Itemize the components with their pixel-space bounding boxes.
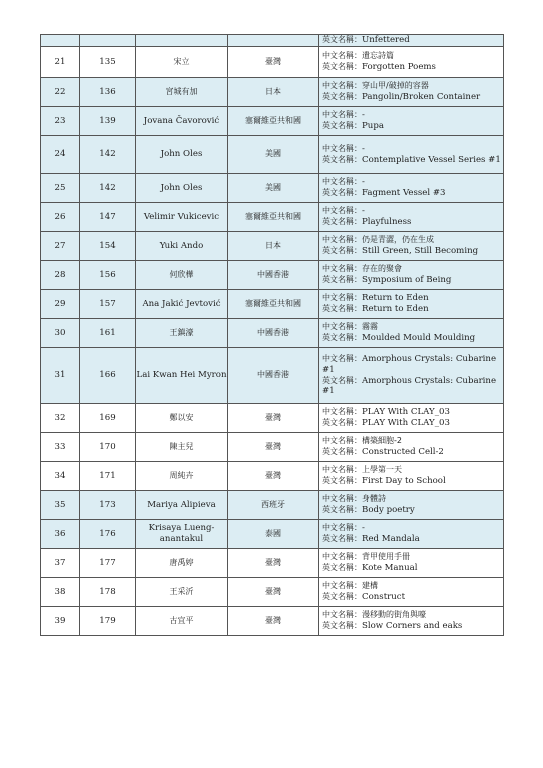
cell-id-text: 176 [99, 528, 116, 539]
cell-id-text: 177 [99, 557, 116, 568]
cell-region-text: 臺灣 [265, 470, 281, 480]
table-row [41, 404, 504, 433]
cell-number [41, 136, 80, 174]
cell-number [41, 578, 80, 607]
cell-artist-text: Velimir Vukicevic [143, 211, 220, 222]
title-cn-line: 中文名稱：仍是青澀，仍在生成 [322, 235, 434, 245]
cell-number-text: 35 [54, 499, 66, 510]
cell-artist-text: 古宜平 [169, 615, 194, 625]
cell-region [228, 203, 319, 232]
cell-id-text: 178 [99, 586, 116, 597]
cell-title [319, 462, 504, 491]
cell-number [41, 107, 80, 136]
cell-id-text: 147 [99, 211, 116, 222]
cell-title [319, 290, 504, 319]
cell-id-text: 154 [99, 240, 116, 251]
cell-artist-text: 陳主兒 [169, 441, 194, 451]
cell-id-text: 170 [99, 441, 116, 452]
cell-empty [41, 35, 80, 47]
title-en-line: 英文名稱：PLAY With CLAY_03 [322, 418, 450, 428]
cell-artist-text: 王采沂 [169, 586, 194, 596]
cell-id [80, 47, 136, 78]
cell-number-text: 28 [54, 269, 66, 280]
cell-region-text: 臺灣 [265, 615, 281, 625]
cell-number [41, 404, 80, 433]
cell-empty [136, 35, 228, 47]
cell-artist [136, 433, 228, 462]
cell-artist-text: Yuki Ando [159, 240, 204, 251]
cell-id [80, 462, 136, 491]
cell-artist-text: Jovana Čavorović [143, 115, 220, 126]
title-cn-line: 中文名稱：霧霧 [322, 322, 378, 332]
cell-title [319, 607, 504, 636]
cell-artist [136, 203, 228, 232]
cell-id-text: 166 [99, 370, 116, 381]
cell-region-text: 臺灣 [265, 557, 281, 567]
cell-artist-text: John Oles [160, 149, 203, 160]
cell-id [80, 578, 136, 607]
cell-id [80, 607, 136, 636]
cell-empty [80, 35, 136, 47]
cell-number-text: 29 [54, 298, 66, 309]
cell-title [319, 232, 504, 261]
cell-region [228, 174, 319, 203]
cell-id [80, 348, 136, 404]
table-row [41, 290, 504, 319]
cell-id-text: 173 [99, 499, 116, 510]
title-en-line: 英文名稱：Amorphous Crystals: Cubarine #1 [322, 375, 497, 397]
cell-title [319, 35, 504, 47]
cell-region-text: 塞爾維亞共和國 [245, 115, 301, 125]
cell-id-text: 142 [99, 149, 116, 160]
cell-region [228, 520, 319, 549]
cell-title [319, 261, 504, 290]
cell-region-text: 日本 [265, 240, 281, 250]
cell-id-text: 169 [99, 412, 116, 423]
title-cn-line: 中文名稱：Amorphous Crystals: Cubarine #1 [322, 354, 497, 375]
cell-region-text: 中國香港 [257, 370, 289, 380]
cell-artist [136, 232, 228, 261]
cell-id-text: 136 [99, 86, 116, 97]
cell-number-text: 24 [54, 149, 66, 160]
cell-number-text: 22 [54, 86, 66, 97]
cell-artist [136, 319, 228, 348]
table-row [41, 549, 504, 578]
cell-title [319, 348, 504, 404]
cell-artist [136, 404, 228, 433]
cell-artist [136, 107, 228, 136]
cell-region [228, 319, 319, 348]
cell-region-text: 塞爾維亞共和國 [245, 211, 301, 221]
table-row [41, 47, 504, 78]
cell-region [228, 491, 319, 520]
title-en-line: 英文名稱：Constructed Cell-2 [322, 447, 444, 457]
cell-number [41, 462, 80, 491]
table-row [41, 491, 504, 520]
title-cn-line: 中文名稱：Return to Eden [322, 293, 429, 304]
cell-number-text: 37 [54, 557, 66, 568]
cell-id [80, 136, 136, 174]
table-row [41, 261, 504, 290]
cell-number [41, 261, 80, 290]
cell-region-text: 臺灣 [265, 56, 281, 66]
cell-number-text: 31 [54, 370, 66, 381]
title-en-line: 英文名稱：Body poetry [322, 505, 415, 515]
cell-id [80, 404, 136, 433]
cell-id [80, 319, 136, 348]
cell-id-text: 142 [99, 182, 116, 193]
cell-number-text: 32 [54, 412, 66, 423]
cell-id [80, 520, 136, 549]
title-en-line: 英文名稱：Fagment Vessel #3 [322, 188, 446, 198]
title-en-line: 英文名稱：Pangolin/Broken Container [322, 92, 481, 102]
cell-number-text: 34 [54, 470, 66, 481]
cell-region [228, 78, 319, 107]
cell-title [319, 549, 504, 578]
cell-artist [136, 348, 228, 404]
cell-id-text: 161 [99, 327, 116, 338]
title-en-line: 英文名稱：Contemplative Vessel Series #1 [322, 154, 501, 165]
cell-id [80, 232, 136, 261]
cell-artist [136, 290, 228, 319]
title-en-line: 英文名稱：Pupa [322, 121, 384, 131]
cell-artist-text: John Oles [160, 182, 203, 193]
cell-title [319, 174, 504, 203]
cell-artist-text: Ana Jakić Jevtović [142, 298, 221, 309]
title-cn-line: 中文名稱：建構 [322, 581, 378, 591]
cell-title [319, 433, 504, 462]
cell-title [319, 47, 504, 78]
cell-artist [136, 78, 228, 107]
title-cn-line: 中文名稱：- [322, 206, 365, 217]
cell-number-text: 38 [54, 586, 66, 597]
cell-region [228, 290, 319, 319]
cell-region-text: 美國 [265, 182, 281, 192]
cell-region-text: 臺灣 [265, 412, 281, 422]
cell-id [80, 203, 136, 232]
cell-artist [136, 491, 228, 520]
cell-title [319, 78, 504, 107]
table-row [41, 78, 504, 107]
cell-empty [228, 35, 319, 47]
title-cn-line: 中文名稱：存在的聚會 [322, 264, 402, 274]
cell-id [80, 174, 136, 203]
title-cn-line: 中文名稱：背甲使用手冊 [322, 552, 410, 562]
cell-id [80, 491, 136, 520]
cell-artist [136, 578, 228, 607]
cell-number [41, 319, 80, 348]
cell-region-text: 臺灣 [265, 441, 281, 451]
title-cn-line: 中文名稱：- [322, 177, 365, 188]
cell-number [41, 47, 80, 78]
cell-title [319, 136, 504, 174]
table-row-continued [41, 35, 504, 47]
cell-artist [136, 520, 228, 549]
cell-number [41, 290, 80, 319]
cell-artist-text: Lai Kwan Hei Myron [136, 370, 227, 381]
cell-artist-text: 何欣樺 [169, 269, 194, 279]
cell-artist [136, 174, 228, 203]
title-en-line: 英文名稱：Unfettered [322, 35, 410, 46]
artwork-table [40, 34, 504, 636]
table-row [41, 136, 504, 174]
title-en-line: 英文名稱：Red Mandala [322, 534, 420, 544]
cell-artist [136, 549, 228, 578]
cell-number [41, 78, 80, 107]
cell-number-text: 25 [54, 182, 66, 193]
cell-artist-text: 宋立 [173, 56, 190, 66]
table-row [41, 174, 504, 203]
cell-number [41, 520, 80, 549]
cell-number [41, 549, 80, 578]
cell-artist [136, 462, 228, 491]
cell-artist [136, 136, 228, 174]
cell-region [228, 578, 319, 607]
title-en-line: 英文名稱：Symposium of Being [322, 275, 452, 285]
cell-artist-text: 鄭以安 [169, 412, 194, 422]
table-row [41, 232, 504, 261]
title-cn-line: 中文名稱：PLAY With CLAY_03 [322, 407, 450, 418]
cell-artist-text: Krisaya Luenganantakul [148, 523, 215, 544]
cell-artist-text: 王鎮濠 [169, 327, 194, 337]
cell-id-text: 156 [99, 269, 116, 280]
cell-title [319, 578, 504, 607]
cell-region-text: 中國香港 [257, 327, 289, 337]
cell-title [319, 491, 504, 520]
title-en-line: 英文名稱：Forgotten Poems [322, 62, 436, 72]
cell-artist [136, 47, 228, 78]
title-cn-line: 中文名稱：- [322, 143, 365, 154]
cell-number [41, 232, 80, 261]
cell-region-text: 日本 [265, 86, 281, 96]
cell-region [228, 261, 319, 290]
cell-artist [136, 261, 228, 290]
title-en-line: 英文名稱：Return to Eden [322, 304, 429, 314]
cell-number [41, 348, 80, 404]
cell-region [228, 136, 319, 174]
title-cn-line: 中文名稱：- [322, 110, 365, 121]
cell-id-text: 171 [99, 470, 116, 481]
cell-artist-text: 唐禹婷 [169, 557, 194, 567]
cell-number-text: 21 [54, 56, 66, 67]
cell-artist-text: 宮城有加 [165, 86, 198, 96]
title-en-line: 英文名稱：Still Green, Still Becoming [322, 246, 479, 256]
cell-region-text: 塞爾維亞共和國 [245, 298, 301, 308]
cell-number-text: 30 [54, 327, 66, 338]
title-en-line: 英文名稱：Kote Manual [322, 563, 418, 573]
table-row [41, 433, 504, 462]
cell-region [228, 549, 319, 578]
cell-region [228, 404, 319, 433]
title-cn-line: 中文名稱：上學第一天 [322, 465, 402, 475]
table-row [41, 107, 504, 136]
cell-region [228, 607, 319, 636]
cell-id [80, 78, 136, 107]
cell-region [228, 107, 319, 136]
cell-number [41, 174, 80, 203]
cell-region-text: 泰國 [265, 528, 281, 538]
title-cn-line: 中文名稱：穿山甲/破掉的容器 [322, 81, 429, 91]
table-row [41, 203, 504, 232]
table-row [41, 319, 504, 348]
title-cn-line: 中文名稱：身體詩 [322, 494, 386, 504]
cell-number-text: 33 [54, 441, 66, 452]
cell-number-text: 26 [54, 211, 66, 222]
cell-id-text: 139 [99, 115, 116, 126]
cell-title [319, 319, 504, 348]
cell-title [319, 203, 504, 232]
cell-artist-text: Mariya Alipieva [147, 499, 216, 510]
cell-region-text: 中國香港 [257, 269, 289, 279]
table-row [41, 520, 504, 549]
cell-artist [136, 607, 228, 636]
cell-number [41, 607, 80, 636]
cell-title [319, 107, 504, 136]
title-en-line: 英文名稱：Slow Corners and eaks [322, 621, 463, 631]
cell-region-text: 西班牙 [261, 499, 285, 509]
title-cn-line: 中文名稱：- [322, 523, 365, 534]
cell-number [41, 203, 80, 232]
cell-number [41, 491, 80, 520]
cell-title [319, 404, 504, 433]
cell-region [228, 433, 319, 462]
table-row [41, 462, 504, 491]
title-en-line: 英文名稱：Construct [322, 592, 406, 602]
cell-id-text: 179 [99, 615, 116, 626]
cell-number-text: 36 [54, 528, 66, 539]
table-row [41, 578, 504, 607]
cell-number-text: 23 [54, 115, 66, 126]
cell-id [80, 290, 136, 319]
title-en-line: 英文名稱：Moulded Mould Moulding [322, 333, 476, 343]
title-en-line: 英文名稱：Playfulness [322, 217, 412, 227]
title-cn-line: 中文名稱：漫移動的街角與嚎 [322, 610, 426, 620]
cell-artist-text: 周純卉 [169, 470, 194, 480]
cell-region-text: 臺灣 [265, 586, 281, 596]
cell-id-text: 135 [99, 56, 116, 67]
table-row [41, 607, 504, 636]
cell-id [80, 107, 136, 136]
title-cn-line: 中文名稱：遺忘詩篇 [322, 51, 394, 61]
title-cn-line: 中文名稱：構築細胞-2 [322, 436, 402, 446]
cell-number-text: 27 [54, 240, 66, 251]
cell-id [80, 261, 136, 290]
title-en-line: 英文名稱：First Day to School [322, 476, 446, 486]
artwork-table-body [41, 35, 504, 636]
cell-number-text: 39 [54, 615, 66, 626]
cell-id [80, 549, 136, 578]
cell-title [319, 520, 504, 549]
cell-id [80, 433, 136, 462]
cell-region [228, 348, 319, 404]
cell-number [41, 433, 80, 462]
cell-region [228, 462, 319, 491]
cell-id-text: 157 [99, 298, 116, 309]
cell-region-text: 美國 [265, 149, 281, 159]
table-row [41, 348, 504, 404]
cell-region [228, 232, 319, 261]
cell-region [228, 47, 319, 78]
